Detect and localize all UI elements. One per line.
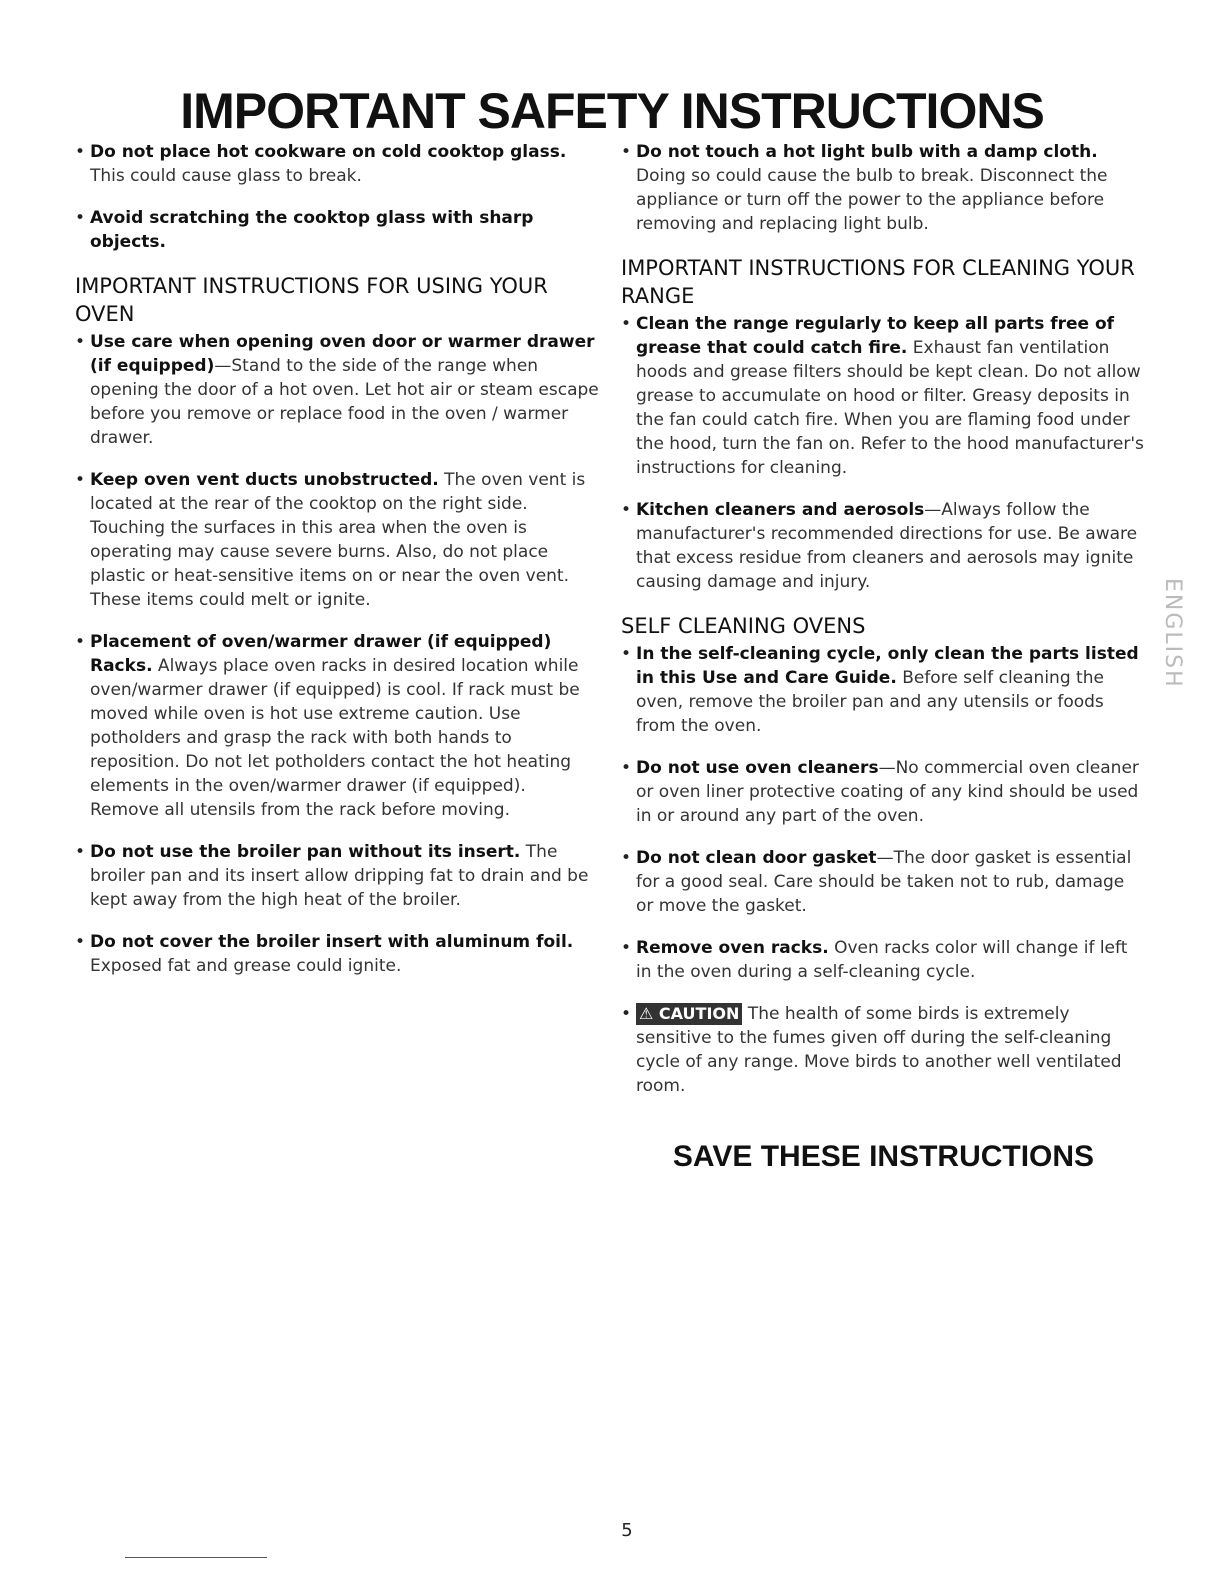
item-lead: Keep oven vent ducts unobstructed. xyxy=(90,470,439,490)
list-item xyxy=(621,498,1146,594)
item-lead: Do not clean door gasket xyxy=(636,848,877,868)
item-lead: Do not touch a hot light bulb with a damp cloth. xyxy=(636,142,1098,162)
list-item xyxy=(75,330,600,450)
left-column xyxy=(75,140,600,996)
item-text: Doing so could cause the bulb to break. Disconnect the appliance or turn off the power to the appliance before removing and replacing light bulb. xyxy=(636,166,1108,234)
section-heading-oven: IMPORTANT INSTRUCTIONS FOR USING YOUR OVEN xyxy=(75,274,548,326)
item-text: This could cause glass to break. xyxy=(90,166,362,186)
item-text: Before self cleaning the oven, remove the broiler pan and any utensils or foods from the oven. xyxy=(636,668,1104,736)
caution-badge: ⚠ CAUTION xyxy=(636,1003,742,1025)
caution-item xyxy=(621,1002,1146,1098)
right-column xyxy=(621,140,1146,1116)
item-text: —The door gasket is essential for a good seal. Care should be taken not to rub, damage or move the gasket. xyxy=(636,848,1132,916)
list-item xyxy=(75,630,600,822)
item-text: The health of some birds is extremely sensitive to the fumes given off during the self-cleaning cycle of any range. Move birds to another well ventilated room. xyxy=(636,1004,1122,1096)
section-heading-self-cleaning: SELF CLEANING OVENS xyxy=(621,614,866,638)
list-item xyxy=(621,936,1146,984)
item-text: —No commercial oven cleaner or oven liner protective coating of any kind should be used in or around any part of the oven. xyxy=(636,758,1139,826)
item-lead: Clean the range regularly to keep all parts free of grease that could catch fire. xyxy=(636,314,1115,358)
list-item xyxy=(621,312,1146,480)
page-number: 5 xyxy=(621,1520,633,1541)
footer-rule xyxy=(125,1557,267,1558)
list-item xyxy=(75,468,600,612)
item-lead: In the self-cleaning cycle, only clean the parts listed in this Use and Care Guide. xyxy=(636,644,1139,688)
item-text: Exhaust fan ventilation hoods and grease filters should be kept clean. Do not allow grease to accumulate on hood or filter. Greasy deposits in the fan could catch fire. When you are flaming food under the hood, turn the fan on. Refer to the hood manufacturer's instructions for cleaning. xyxy=(636,338,1144,478)
item-lead: Do not use the broiler pan without its insert. xyxy=(90,842,521,862)
item-lead: Do not use oven cleaners xyxy=(636,758,879,778)
language-side-tab: ENGLISH xyxy=(1160,578,1185,689)
list-item xyxy=(621,140,1146,236)
item-text: —Stand to the side of the range when opening the door of a hot oven. Let hot air or steam escape before you remove or replace food in the oven / warmer drawer. xyxy=(90,356,599,448)
item-lead: Do not place hot cookware on cold cooktop glass. xyxy=(90,142,567,162)
item-text: The broiler pan and its insert allow dripping fat to drain and be kept away from the high heat of the broiler. xyxy=(90,842,589,910)
section-heading-cleaning: IMPORTANT INSTRUCTIONS FOR CLEANING YOUR RANGE xyxy=(621,256,1135,308)
item-text: The oven vent is located at the rear of the cooktop on the right side. Touching the surfaces in this area when the oven is operating may cause severe burns. Also, do not place plastic or heat-sensitive items on or near the oven vent. These items could melt or ignite. xyxy=(90,470,586,610)
item-lead: Do not cover the broiler insert with aluminum foil. xyxy=(90,932,574,952)
list-item xyxy=(75,140,600,188)
save-instructions-heading: SAVE THESE INSTRUCTIONS xyxy=(672,1140,1095,1173)
list-item xyxy=(75,930,600,978)
list-item xyxy=(621,756,1146,828)
item-text: —Always follow the manufacturer's recommended directions for use. Be aware that excess residue from cleaners and aerosols may ignite causing damage and injury. xyxy=(636,500,1138,592)
item-text: Exposed fat and grease could ignite. xyxy=(90,956,402,976)
item-text: Always place oven racks in desired location while oven/warmer drawer (if equipped) is cool. If rack must be moved while oven is hot use extreme caution. Use potholders and grasp the rack with both hands to reposition. Do not let potholders contact the hot heating elements in the oven/warmer drawer (if equipped). Remove all utensils from the rack before moving. xyxy=(90,656,580,820)
page-title: IMPORTANT SAFETY INSTRUCTIONS xyxy=(180,83,1044,139)
item-lead: Placement of oven/warmer drawer (if equipped) Racks. xyxy=(90,632,552,676)
item-lead: Kitchen cleaners and aerosols xyxy=(636,500,925,520)
list-item xyxy=(75,206,600,254)
item-lead: Use care when opening oven door or warmer drawer (if equipped) xyxy=(90,332,595,376)
item-lead: Remove oven racks. xyxy=(636,938,829,958)
list-item xyxy=(75,840,600,912)
list-item xyxy=(621,642,1146,738)
item-lead: Avoid scratching the cooktop glass with sharp objects. xyxy=(90,208,534,252)
item-text: Oven racks color will change if left in the oven during a self-cleaning cycle. xyxy=(636,938,1128,982)
list-item xyxy=(621,846,1146,918)
